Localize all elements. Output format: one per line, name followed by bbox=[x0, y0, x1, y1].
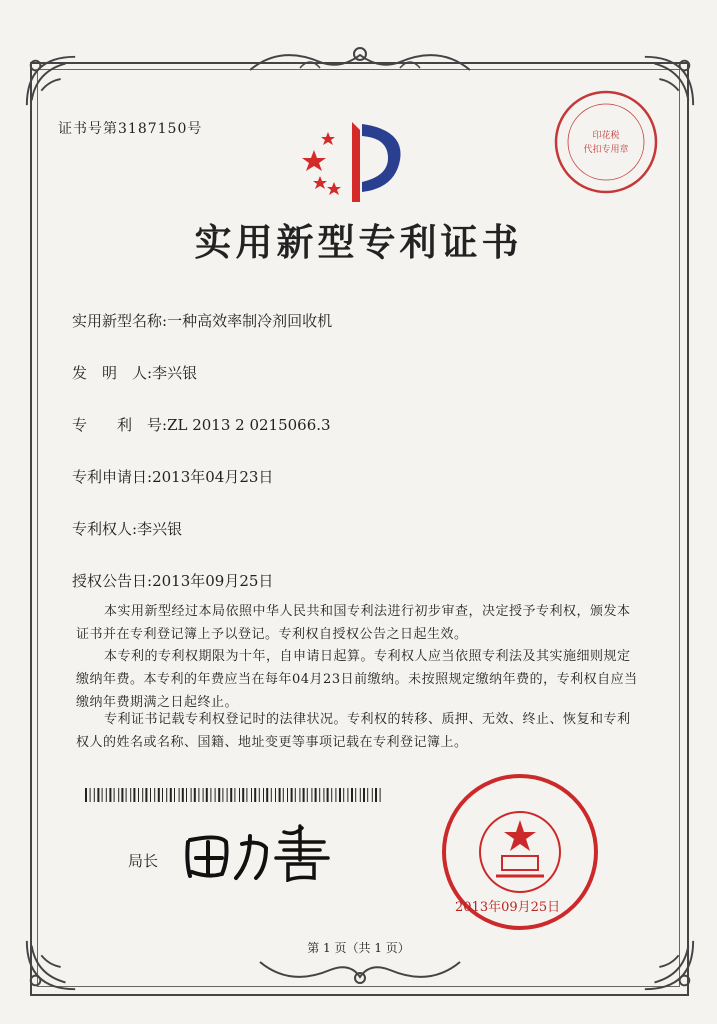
body-paragraph-3: 专利证书记载专利权登记时的法律状况。专利权的转移、质押、无效、终止、恢复和专利权人的姓名或名称、国籍、地址变更等事项记载在专利登记簿上。 bbox=[76, 712, 631, 750]
inventor-value: 李兴银 bbox=[152, 364, 198, 382]
filing-date-field bbox=[72, 466, 273, 487]
body-paragraph-2: 本专利的专利权期限为十年，自申请日起算。专利权人应当依照专利法及其实施细则规定缴纳年费。本专利的年费应当在每年04月23日前缴纳。未按照规定缴纳年费的，专利权自应当缴纳年费期满之日起终止。 bbox=[76, 649, 638, 710]
patent-number-value: ZL 2013 2 0215066.3 bbox=[167, 416, 331, 434]
svg-text:代扣专用章: 代扣专用章 bbox=[583, 145, 629, 155]
body-paragraph-1: 本实用新型经过本局依照中华人民共和国专利法进行初步审查，决定授予专利权，颁发本证书并在专利登记簿上予以登记。专利权自授权公告之日起生效。 bbox=[76, 604, 631, 642]
director-signature bbox=[180, 822, 350, 882]
grant-date-value: 2013年09月25日 bbox=[152, 572, 274, 590]
patentee-value: 李兴银 bbox=[137, 520, 183, 538]
filing-date-value: 2013年04月23日 bbox=[152, 468, 274, 486]
utility-model-name-field bbox=[72, 310, 332, 331]
patent-number-field bbox=[72, 414, 331, 435]
barcode bbox=[85, 787, 385, 801]
grant-date-field bbox=[72, 570, 273, 591]
filing-date-label: 专利申请日: bbox=[72, 468, 153, 486]
director-label: 局长 bbox=[128, 852, 159, 870]
cnipa-logo-icon bbox=[300, 110, 410, 210]
inventor-field bbox=[72, 362, 197, 383]
bottom-flourish-ornament bbox=[250, 952, 470, 992]
corner-ornament-top-left bbox=[22, 52, 80, 110]
patent-number-label: 专 利 号: bbox=[72, 416, 168, 434]
certificate-number: 证书号第3187150号 bbox=[58, 121, 203, 137]
page-number: 第 1 页（共 1 页） bbox=[307, 941, 410, 955]
seal-date: 2013年09月25日 bbox=[455, 900, 561, 915]
inventor-label: 发 明 人: bbox=[72, 364, 153, 382]
patentee-label: 专利权人: bbox=[72, 520, 138, 538]
grant-date-label: 授权公告日: bbox=[72, 572, 153, 590]
tax-stamp-seal bbox=[552, 88, 660, 196]
top-flourish-ornament bbox=[240, 40, 480, 80]
name-label: 实用新型名称: bbox=[72, 312, 168, 330]
certificate-title: 实用新型专利证书 bbox=[194, 220, 523, 264]
name-value: 一种高效率制冷剂回收机 bbox=[167, 312, 333, 330]
svg-text:印花税: 印花税 bbox=[592, 131, 620, 141]
patentee-field bbox=[72, 518, 182, 539]
